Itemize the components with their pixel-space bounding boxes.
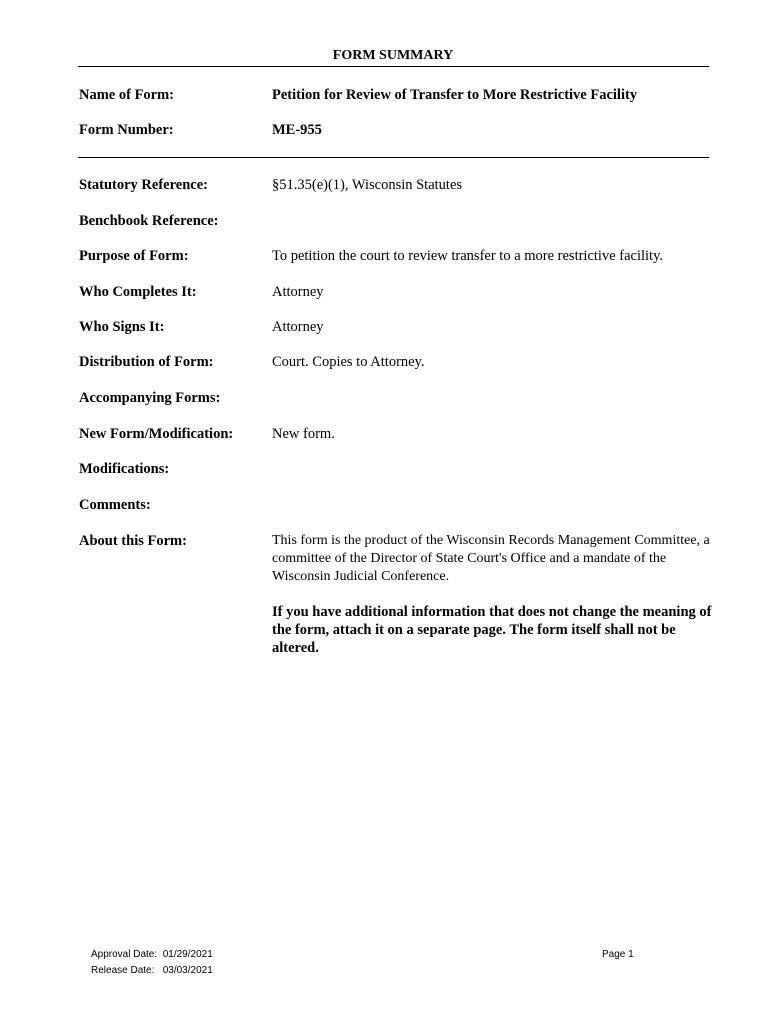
who-signs-value: Attorney [272,319,324,335]
benchbook-reference-label: Benchbook Reference: [79,213,219,229]
purpose-of-form-label: Purpose of Form: [79,248,189,264]
who-completes-label: Who Completes It: [79,284,197,300]
comments-label: Comments: [79,497,151,513]
distribution-value: Court. Copies to Attorney. [272,354,425,370]
name-of-form-label: Name of Form: [79,87,175,103]
name-of-form-value: Petition for Review of Transfer to More Restrictive Facility [272,87,638,103]
purpose-of-form-value: To petition the court to review transfer to a more restrictive facility. [272,248,664,264]
form-number-value: ME-955 [272,122,322,138]
statutory-reference-label: Statutory Reference: [79,177,208,193]
who-signs-label: Who Signs It: [79,319,165,335]
form-number-label: Form Number: [79,122,174,138]
statutory-reference-value: §51.35(e)(1), Wisconsin Statutes [272,177,463,193]
page-title: FORM SUMMARY [332,48,454,63]
notice-text: If you have additional information that does not change the meaning of the form, attach it on a separate page. The form itself shall not be altered. [272,604,712,656]
about-this-form-label: About this Form: [79,533,187,549]
distribution-label: Distribution of Form: [79,354,214,370]
new-form-modification-value: New form. [272,426,335,442]
accompanying-forms-label: Accompanying Forms: [79,390,221,406]
approval-date: Approval Date: 01/29/2021 [91,949,213,960]
new-form-modification-label: New Form/Modification: [79,426,234,442]
page-number: Page 1 [602,949,634,960]
header-divider-bottom [78,157,709,158]
about-this-form-text: This form is the product of the Wisconsin Records Management Committee, a committee of the Director of State Court's Office and a mandate of the Wisconsin Judicial Conference. [272,533,710,584]
who-completes-value: Attorney [272,284,324,300]
modifications-label: Modifications: [79,461,170,477]
release-date: Release Date: 03/03/2021 [91,965,213,976]
header-divider-top [78,66,709,67]
